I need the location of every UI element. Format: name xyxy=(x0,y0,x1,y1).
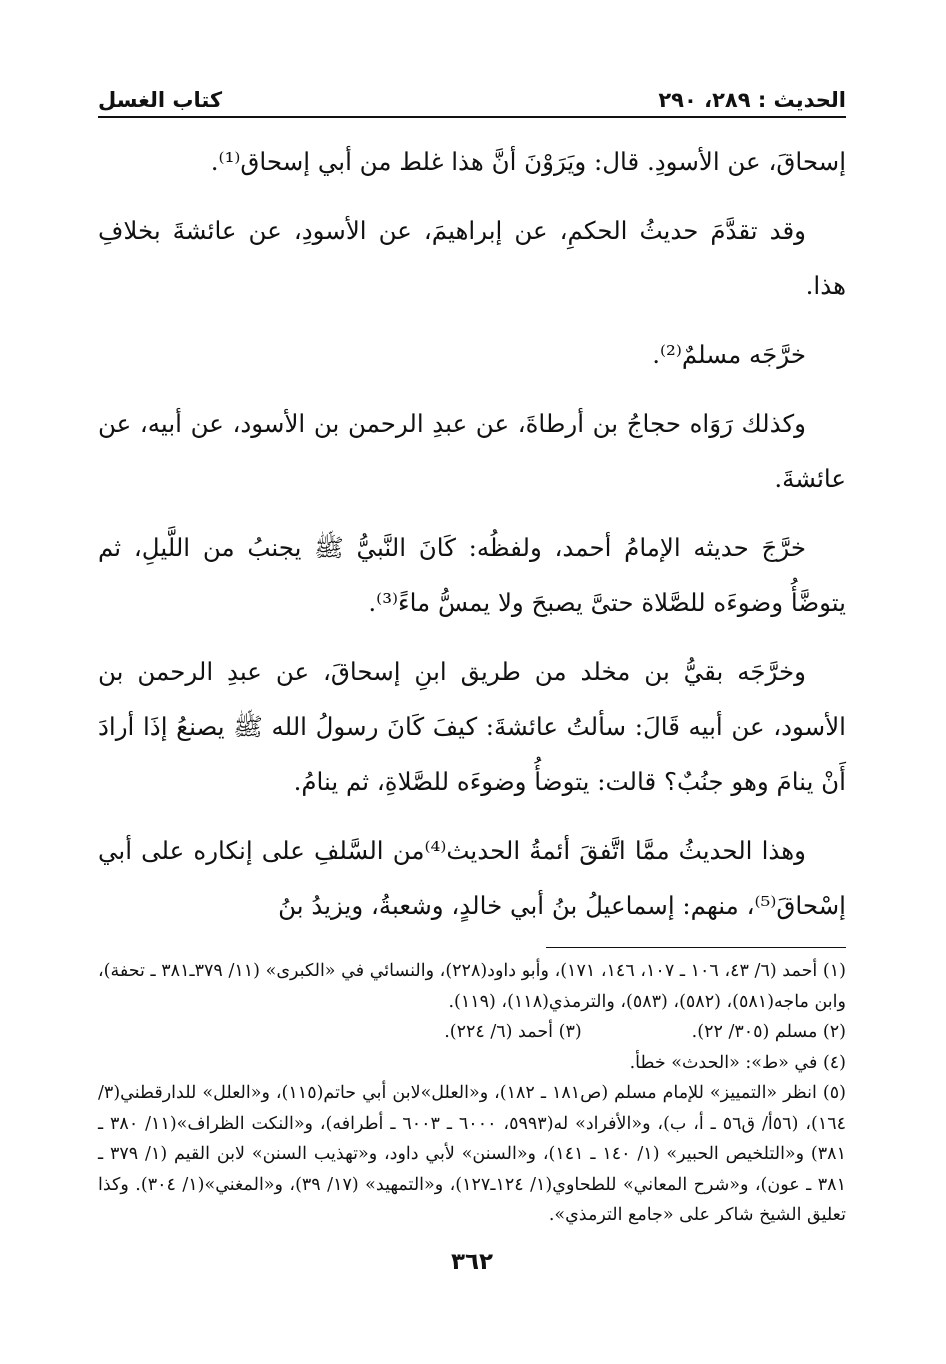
paragraph: وقد تقدَّمَ حديثُ الحكمِ، عن إبراهيمَ، عن الأسودِ، عن عائشةَ بخلافِ هذا. xyxy=(98,216,846,300)
page-number: ٣٦٢ xyxy=(450,1248,494,1275)
running-header xyxy=(98,74,846,112)
paragraph: خرَّجَ حديثه الإمامُ أحمد، ولفظُه: كَانَ النَّبيُّ ﷺ يجنبُ من اللَّيلِ، ثم يتوضَّأُ وضوءَه للصَّلاة حتىَّ يصبحَ ولا يمسُّ ماءً⁽³⁾. xyxy=(98,533,846,617)
footnote-1: (١) أحمد (٦/ ٤٣، ١٠٦ ـ ١٠٧، ١٤٦، ١٧١)، وأبو داود(٢٢٨)، والنسائي في «الكبرى» (١١/ ٣٧٩ـ٣٨١ ـ تحفة)، وابن ماجه(٥٨١)، (٥٨٢)، (٥٨٣)، والترمذي(١١٨)، (١١٩). xyxy=(98,961,846,1012)
paragraph: وهذا الحديثُ ممَّا اتَّفقَ أئمةُ الحديث⁽⁴⁾من السَّلفِ على إنكاره على أبي إسْحاقَ⁽⁵⁾، منهم: إسماعيلُ بنُ أبي خالدٍ، وشعبةُ، ويزيدُ بنُ xyxy=(98,836,846,920)
main-text xyxy=(98,134,846,933)
document-page xyxy=(98,74,846,1275)
header-rule xyxy=(98,116,846,118)
footnote-4: (٤) في «ط»: «الحدث» خطأ. xyxy=(629,1052,846,1073)
footnote-2: (٢) مسلم (٣٠٥/ ٢٢). xyxy=(691,1022,846,1042)
footnote-5: (٥) انظر «التمييز» للإمام مسلم (ص١٨١ ـ ١٨٢)، و«العلل»لابن أبي حاتم(١١٥)، و«العلل» للدارقطني(٣/ ١٦٤)، (٥٦أ/ ق٥٦ ـ أ، ب)، و«الأفراد» له(٥٩٩٣، ٦٠٠٠ ـ ٦٠٠٣ ـ أطرافه)، و«النكت الظراف»(١١/ ٣٨٠ ـ ٣٨١) و«التلخيص الحبير» (١/ ١٤٠ ـ ١٤١)، و«السنن» لأبي داود، و«تهذيب السنن» لابن القيم (١/ ٣٧٩ ـ ٣٨١ ـ عون)، و«شرح المعاني» للطحاوي(١/ ١٢٤ـ١٢٧)، و«التمهيد» (١٧/ ٣٩)، و«المغني»(١/ ٣٠٤). وكذا تعليق الشيخ شاكر على «جامع الترمذي». xyxy=(98,1083,847,1225)
footnote-3: (٣) أحمد (٦/ ٢٢٤). xyxy=(444,1022,582,1042)
footnote-row xyxy=(98,1017,846,1048)
footnotes xyxy=(98,956,846,1231)
header-section: الحديث : ٢٨٩، ٢٩٠ xyxy=(658,88,846,112)
paragraph: إسحاقَ، عن الأسودِ. قال: ويَرَوْنَ أنَّ هذا غلط من أبي إسحاق⁽¹⁾. xyxy=(210,147,846,176)
paragraph: وكذلك رَوَاه حجاجُ بن أرطاةَ، عن عبدِ الرحمن بن الأسود، عن أبيه، عن عائشةَ. xyxy=(98,409,846,493)
paragraph: وخرَّجَه بقيُّ بن مخلد من طريق ابنِ إسحاقَ، عن عبدِ الرحمن بن الأسود، عن أبيه قَالَ: سألتُ عائشةَ: كيفَ كَانَ رسولُ الله ﷺ يصنعُ إذَا أرادَ أَنْ ينامَ وهو جنُبٌ؟ قالت: يتوضأُ وضوءَه للصَّلاةِ، ثم ينامُ. xyxy=(98,657,846,796)
footnote-rule xyxy=(546,947,846,948)
header-book-title: كتاب الغسل xyxy=(98,88,223,112)
paragraph: خرَّجَه مسلمٌ⁽²⁾. xyxy=(652,340,806,369)
